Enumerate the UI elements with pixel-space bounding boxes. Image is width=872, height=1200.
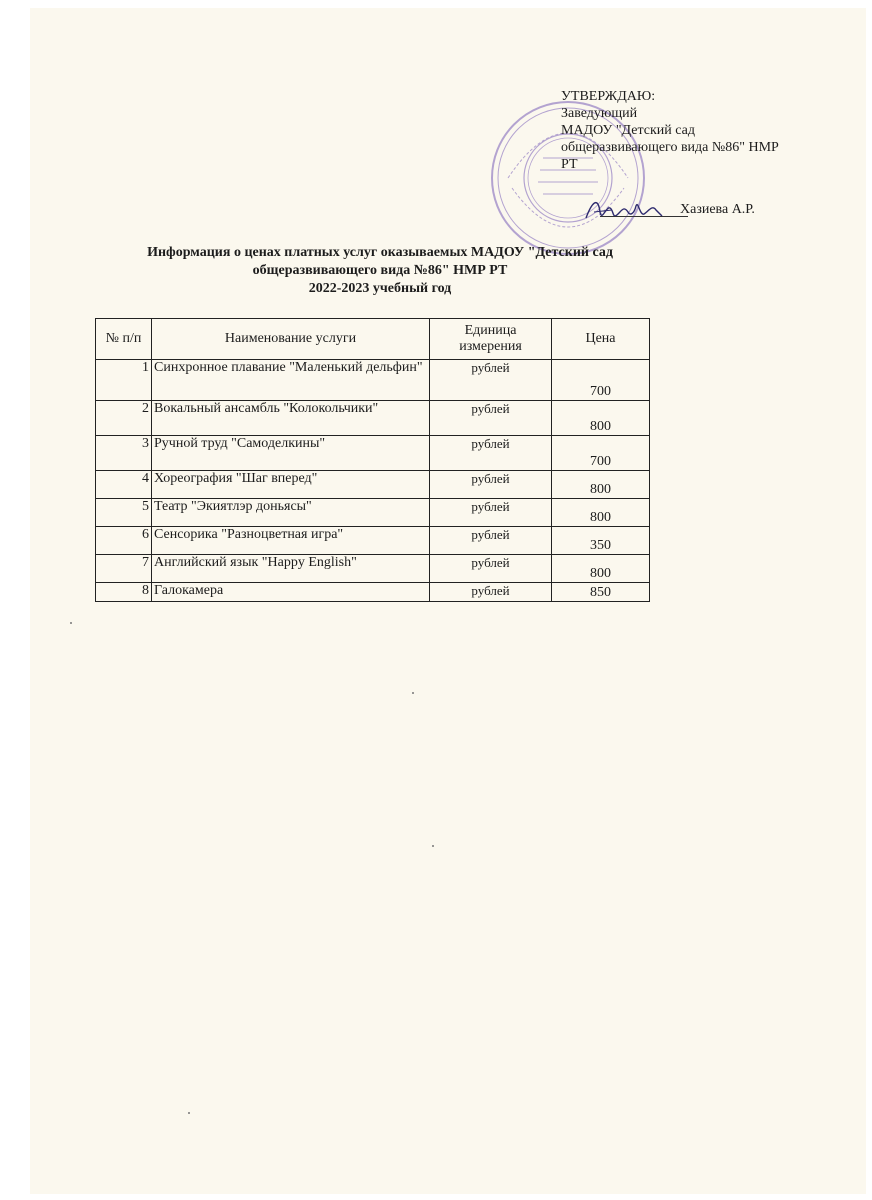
title-line-3: 2022-2023 учебный год <box>308 281 452 296</box>
service-name: Вокальный ансамбль "Колокольчики" <box>152 401 430 436</box>
signer-name: Хазиева А.Р. <box>680 202 755 217</box>
row-num: 3 <box>96 436 152 471</box>
price: 700 <box>552 436 650 471</box>
price: 800 <box>552 555 650 583</box>
signature-line <box>600 216 688 217</box>
title-line-1: Информация о ценах платных услуг оказываемых МАДОУ "Детский сад <box>147 245 613 260</box>
table-row <box>96 583 650 602</box>
row-num: 8 <box>96 583 152 602</box>
service-name: Сенсорика "Разноцветная игра" <box>152 527 430 555</box>
service-name: Ручной труд "Самоделкины" <box>152 436 430 471</box>
row-num: 1 <box>96 360 152 401</box>
row-num: 4 <box>96 471 152 499</box>
approver-position: Заведующий <box>561 106 638 121</box>
price-table <box>95 318 650 602</box>
table-row <box>96 360 650 401</box>
scan-speck <box>70 622 72 624</box>
row-num: 5 <box>96 499 152 527</box>
approval-block <box>561 88 801 173</box>
table-header-row <box>96 319 650 360</box>
unit: рублей <box>430 436 552 471</box>
service-name: Театр "Экиятлэр доньясы" <box>152 499 430 527</box>
unit: рублей <box>430 583 552 602</box>
table-row <box>96 499 650 527</box>
scan-speck <box>188 1112 190 1114</box>
service-name: Английский язык "Happy English" <box>152 555 430 583</box>
unit: рублей <box>430 527 552 555</box>
organization-line-3: РТ <box>561 157 578 172</box>
table-row <box>96 471 650 499</box>
price: 800 <box>552 471 650 499</box>
header-price: Цена <box>552 319 650 360</box>
row-num: 7 <box>96 555 152 583</box>
service-name: Галокамера <box>152 583 430 602</box>
organization-line-1: МАДОУ "Детский сад <box>561 123 696 138</box>
document-title <box>100 244 660 298</box>
unit: рублей <box>430 360 552 401</box>
price: 800 <box>552 499 650 527</box>
title-line-2: общеразвивающего вида №86" НМР РТ <box>252 263 508 278</box>
table-row <box>96 436 650 471</box>
table-row <box>96 401 650 436</box>
header-unit: Единица измерения <box>430 319 552 360</box>
service-name: Синхронное плавание "Маленький дельфин" <box>152 360 430 401</box>
row-num: 6 <box>96 527 152 555</box>
unit: рублей <box>430 401 552 436</box>
unit: рублей <box>430 471 552 499</box>
table-row <box>96 527 650 555</box>
signature-icon <box>582 192 664 226</box>
approval-heading: УТВЕРЖДАЮ: <box>561 89 656 104</box>
unit: рублей <box>430 499 552 527</box>
unit: рублей <box>430 555 552 583</box>
price: 800 <box>552 401 650 436</box>
service-name: Хореография "Шаг вперед" <box>152 471 430 499</box>
row-num: 2 <box>96 401 152 436</box>
price: 850 <box>552 583 650 602</box>
price: 350 <box>552 527 650 555</box>
header-num: № п/п <box>96 319 152 360</box>
organization-line-2: общеразвивающего вида №86" НМР <box>561 140 779 155</box>
table-row <box>96 555 650 583</box>
scan-speck <box>432 845 434 847</box>
header-name: Наименование услуги <box>152 319 430 360</box>
price: 700 <box>552 360 650 401</box>
scan-speck <box>412 692 414 694</box>
